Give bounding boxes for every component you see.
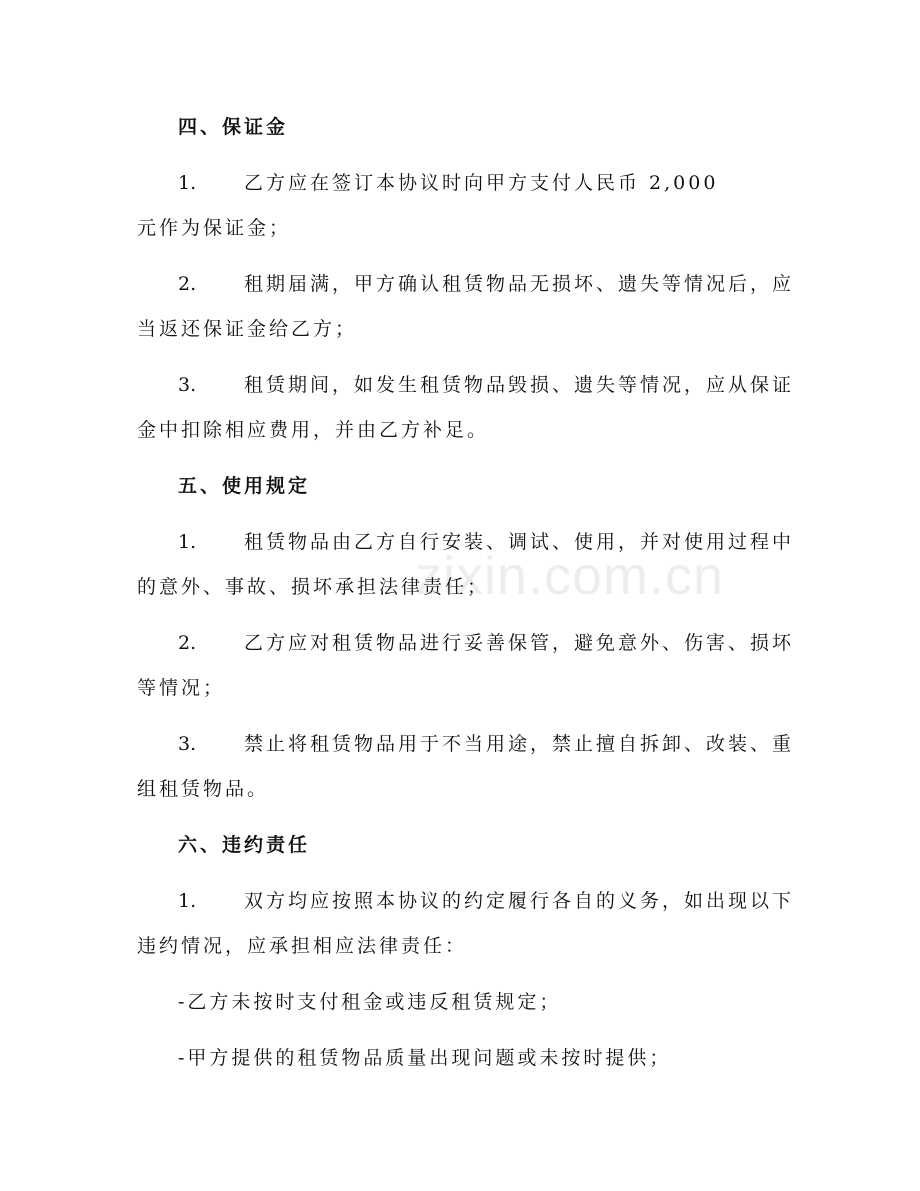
clause-number: 1. (178, 531, 197, 553)
clause-text: 禁止将租赁物品用于不当用途，禁止擅自拆卸、改装、重 (244, 733, 795, 755)
clause-paragraph (137, 621, 797, 711)
clause-paragraph (137, 520, 797, 610)
clause-paragraph (137, 363, 797, 453)
clause-number: 2. (178, 632, 197, 654)
clause-number: 2. (178, 273, 197, 295)
clause-paragraph (137, 262, 797, 352)
clause-line (137, 206, 797, 251)
clause-text: 租赁物品由乙方自行安装、调试、使用，并对使用过程中 (244, 531, 795, 553)
clause-line (137, 520, 797, 565)
bullet-text: -甲方提供的租赁物品质量出现问题或未按时提供； (178, 1047, 672, 1069)
clause-number: 1. (178, 890, 197, 912)
watermark: zixin.com.cn (415, 546, 725, 606)
clause-paragraph (137, 879, 797, 969)
clause-text: 乙方应对租赁物品进行妥善保管，避免意外、伤害、损坏 (244, 632, 795, 654)
clause-paragraph (137, 722, 797, 812)
clause-line (137, 363, 797, 408)
clause-number: 1. (178, 172, 197, 194)
clause-text: 组租赁物品。 (137, 778, 270, 800)
clause-line (137, 262, 797, 307)
clause-text: 当返还保证金给乙方； (137, 318, 358, 340)
clause-line (137, 722, 797, 767)
clause-line (137, 565, 797, 610)
clause-line (137, 879, 797, 924)
section-heading (137, 464, 797, 509)
section-heading-text: 五、使用规定 (178, 475, 311, 497)
clause-line (137, 307, 797, 352)
bullet-item (137, 1036, 797, 1081)
clause-line (137, 666, 797, 711)
clause-number: 3. (178, 374, 197, 396)
clause-paragraph (137, 161, 797, 251)
bullet-text: -乙方未按时支付租金或违反租赁规定； (178, 991, 562, 1013)
clause-text: 元作为保证金； (137, 217, 292, 239)
clause-text: 违约情况，应承担相应法律责任： (137, 935, 468, 957)
clause-number: 3. (178, 733, 197, 755)
clause-text: 的意外、事故、损坏承担法律责任； (137, 576, 490, 598)
clause-text: 等情况； (137, 677, 226, 699)
bullet-item (137, 980, 797, 1025)
section-heading (137, 823, 797, 868)
clause-line (137, 408, 797, 453)
clause-line (137, 161, 797, 206)
clause-text: 双方均应按照本协议的约定履行各自的义务，如出现以下 (244, 890, 795, 912)
document-body (137, 105, 797, 1092)
clause-line (137, 924, 797, 969)
clause-text: 租期届满，甲方确认租赁物品无损坏、遗失等情况后，应 (244, 273, 795, 295)
clause-line (137, 621, 797, 666)
section-heading (137, 105, 797, 150)
clause-line (137, 767, 797, 812)
clause-text: 乙方应在签订本协议时向甲方支付人民币 2,000 (244, 172, 719, 194)
clause-text: 租赁期间，如发生租赁物品毁损、遗失等情况，应从保证 (244, 374, 795, 396)
section-heading-text: 六、违约责任 (178, 834, 311, 856)
section-heading-text: 四、保证金 (178, 116, 289, 138)
clause-text: 金中扣除相应费用，并由乙方补足。 (137, 419, 490, 441)
